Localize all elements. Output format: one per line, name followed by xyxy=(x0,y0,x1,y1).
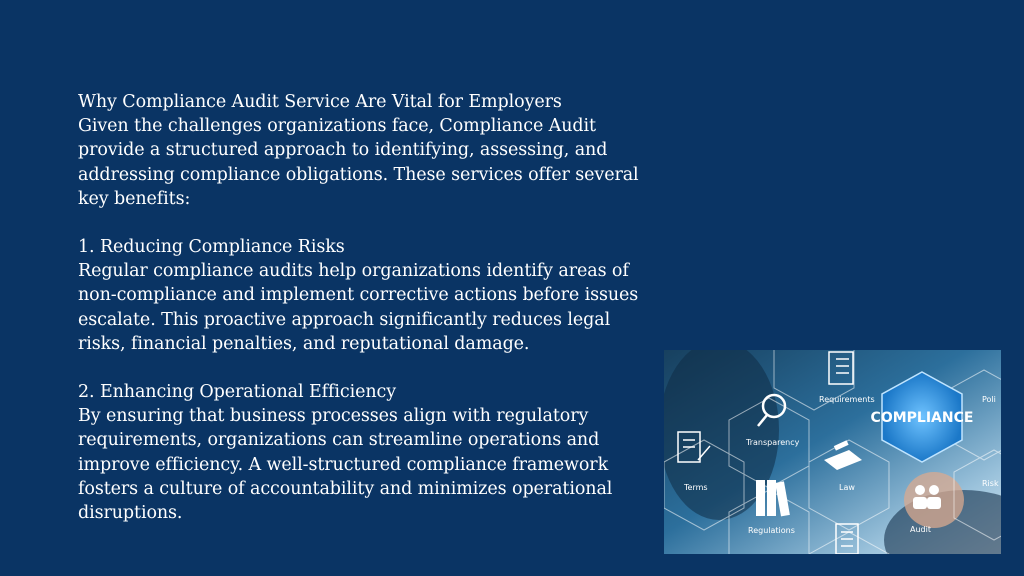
content-text xyxy=(78,90,668,525)
compliance-label: COMPLIANCE xyxy=(870,410,974,426)
heading: Why Compliance Audit Service Are Vital for Employers xyxy=(78,92,562,112)
spacer xyxy=(78,356,668,380)
section-1-body: Regular compliance audits help organizations identify areas of non-compliance and implement corrective actions before issues escalate. This proactive approach significantly reduces legal risks, financial penalties, and reputational damage. xyxy=(78,261,639,354)
regulations-label: Regulations xyxy=(748,526,795,535)
risk-label: Risk xyxy=(982,479,999,488)
section-1-title: 1. Reducing Compliance Risks xyxy=(78,237,345,258)
section-2-body: By ensuring that business processes align with regulatory requirements, organizations can streamline operations and improve efficiency. A well-structured compliance framework fosters a culture of accountability and minimizes operational disruptions. xyxy=(78,406,613,524)
spacer xyxy=(78,211,668,235)
section-2-title: 2. Enhancing Operational Efficiency xyxy=(78,382,396,403)
compliance-photo xyxy=(664,350,1001,554)
transparency-label: Transparency xyxy=(746,438,800,447)
audit-label: Audit xyxy=(910,525,931,534)
policies-label: Poli xyxy=(982,395,996,404)
requirements-label: Requirements xyxy=(819,395,875,404)
terms-label: Terms xyxy=(684,483,708,492)
intro-paragraph: Given the challenges organizations face, Compliance Audit provide a structured approach to identifying, assessing, and addressing compliance obligations. These services offer several key benefits: xyxy=(78,116,639,209)
law-label: Law xyxy=(839,483,855,492)
